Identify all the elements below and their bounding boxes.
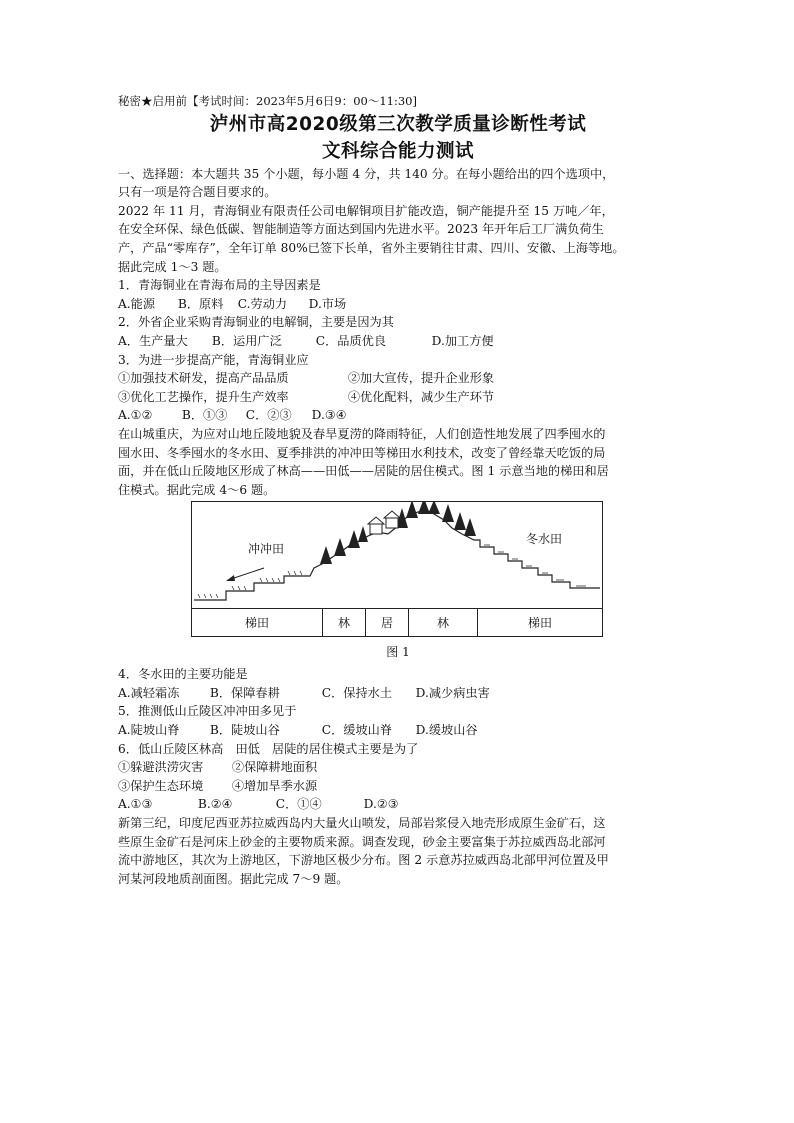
question-6-stem: 6．低山丘陵区林高 田低 居陡的居住模式主要是为了 xyxy=(118,741,419,756)
option-c[interactable]: C．品质优良 xyxy=(315,333,387,348)
terrace-figure xyxy=(191,501,603,637)
option-b[interactable]: B．保障春耕 xyxy=(209,685,280,700)
passage-line: 住模式。据此完成 4～6 题。 xyxy=(118,482,276,497)
option-a[interactable]: A.①③ xyxy=(118,797,153,812)
option-c[interactable]: C．①④ xyxy=(275,797,322,812)
statement-item: ②加大宣传，提升企业形象 xyxy=(347,371,495,386)
question-2-options xyxy=(118,332,678,351)
exam-page xyxy=(118,92,678,888)
passage-line: 流中游地区，其次为上游地区，下游地区极少分布。图 2 示意苏拉威西岛北部甲河位置及甲 xyxy=(118,853,609,868)
label-dongshui-field: 冬水田 xyxy=(526,532,563,547)
option-a[interactable]: A.陡坡山脊 xyxy=(118,723,180,738)
passage-line: 在山城重庆，为应对山地丘陵地貌及春旱夏涝的降雨特征，人们创造性地发展了四季囤水的 xyxy=(118,426,606,441)
option-b[interactable]: B．陡坡山谷 xyxy=(209,723,280,738)
option-a[interactable]: A．生产量大 xyxy=(118,333,188,348)
option-c[interactable]: C．保持水土 xyxy=(321,685,393,700)
exam-meta: 秘密★启用前【考试时间：2023年5月6日9：00～11:30] xyxy=(118,94,417,108)
strip-forest: 林 xyxy=(409,609,478,636)
question-5-stem: 5．推测低山丘陵区冲冲田多见于 xyxy=(118,704,297,719)
option-d[interactable]: D.市场 xyxy=(308,296,347,311)
option-c[interactable]: C．②③ xyxy=(245,408,292,423)
statement-item: ③优化工艺操作，提升生产效率 xyxy=(118,389,289,404)
strip-forest: 林 xyxy=(323,609,366,636)
passage-line: 些原生金矿石是河床上砂金的主要物质来源。调查发现，砂金主要富集于苏拉威西岛北部河 xyxy=(118,834,606,849)
statement-item: ④增加旱季水源 xyxy=(231,778,318,793)
option-c[interactable]: C.劳动力 xyxy=(237,296,288,311)
instructions-line: 一、选择题：本大题共 35 个小题，每小题 4 分，共 140 分。在每小题给出的四个选项中， xyxy=(118,166,615,181)
strip-terrace: 梯田 xyxy=(192,609,323,636)
question-2-stem: 2．外省企业采购青海铜业的电解铜，主要是因为其 xyxy=(118,315,394,330)
strip-residence: 居 xyxy=(366,609,409,636)
passage-line: 河某河段地质剖面图。据此完成 7～9 题。 xyxy=(118,871,349,886)
exam-subtitle: 文科综合能力测试 xyxy=(321,140,474,162)
passage-line: 据此完成 1～3 题。 xyxy=(118,259,227,274)
question-6-options xyxy=(118,795,678,814)
label-chongchong-field: 冲冲田 xyxy=(248,542,285,557)
land-use-strip xyxy=(192,608,602,636)
passage-line: 在安全环保、绿色低碳、智能制造等方面达到国内先进水平。2023 年开年后工厂满负荷生 xyxy=(118,222,604,237)
option-d[interactable]: D.③④ xyxy=(311,408,347,423)
passage-line: 新第三纪，印度尼西亚苏拉威西岛内大量火山喷发，局部岩浆侵入地壳形成原生金矿石，这 xyxy=(118,816,606,831)
question-6-items xyxy=(118,777,678,796)
option-c[interactable]: C．缓坡山脊 xyxy=(321,723,393,738)
question-3-items xyxy=(118,369,678,388)
question-1-stem: 1．青海铜业在青海布局的主导因素是 xyxy=(118,278,321,293)
statement-item: ②保障耕地面积 xyxy=(231,760,318,775)
option-b[interactable]: B．运用广泛 xyxy=(211,333,282,348)
question-3-items xyxy=(118,388,678,407)
option-d[interactable]: D.减少病虫害 xyxy=(415,685,490,700)
option-b[interactable]: B．原料 xyxy=(177,296,224,311)
option-d[interactable]: D.②③ xyxy=(363,797,399,812)
option-a[interactable]: A.能源 xyxy=(118,296,156,311)
statement-item: ①加强技术研发，提高产品品质 xyxy=(118,371,289,386)
option-d[interactable]: D.加工方便 xyxy=(431,333,494,348)
passage-line: 2022 年 11 月，青海铜业有限责任公司电解铜项目扩能改造，铜产能提升至 15 万吨／年， xyxy=(118,203,614,218)
question-3-stem: 3．为进一步提高产能，青海铜业应 xyxy=(118,352,309,367)
question-1-options xyxy=(118,295,678,314)
option-a[interactable]: A.减轻霜冻 xyxy=(118,685,180,700)
option-b[interactable]: B．①③ xyxy=(181,408,228,423)
instructions-line: 只有一项是符合题目要求的。 xyxy=(118,185,277,200)
option-a[interactable]: A.①② xyxy=(118,408,153,423)
exam-title: 泸州市高2020级第三次教学质量诊断性考试 xyxy=(209,113,587,135)
question-5-options xyxy=(118,721,678,740)
option-d[interactable]: D.缓坡山谷 xyxy=(415,723,478,738)
question-3-options xyxy=(118,406,678,425)
question-4-options xyxy=(118,684,678,703)
statement-item: ④优化配料，减少生产环节 xyxy=(347,389,495,404)
strip-terrace: 梯田 xyxy=(527,616,552,631)
question-6-items xyxy=(118,758,678,777)
passage-line: 产，产品“零库存”，全年订单 80%已签下长单，省外主要销往甘肃、四川、安徽、上海等地。 xyxy=(118,240,625,255)
statement-item: ①躲避洪涝灾害 xyxy=(118,760,204,775)
passage-line: 囤水田、冬季囤水的冬水田、夏季排洪的冲冲田等梯田水利技术，改变了曾经靠天吃饭的局 xyxy=(118,445,606,460)
passage-line: 面，并在低山丘陵地区形成了林高——田低——居陡的居住模式。图 1 示意当地的梯田和居 xyxy=(118,464,609,479)
figure-caption: 图 1 xyxy=(386,645,410,660)
question-4-stem: 4．冬水田的主要功能是 xyxy=(118,667,248,682)
option-b[interactable]: B.②④ xyxy=(197,797,233,812)
statement-item: ③保护生态环境 xyxy=(118,778,204,793)
